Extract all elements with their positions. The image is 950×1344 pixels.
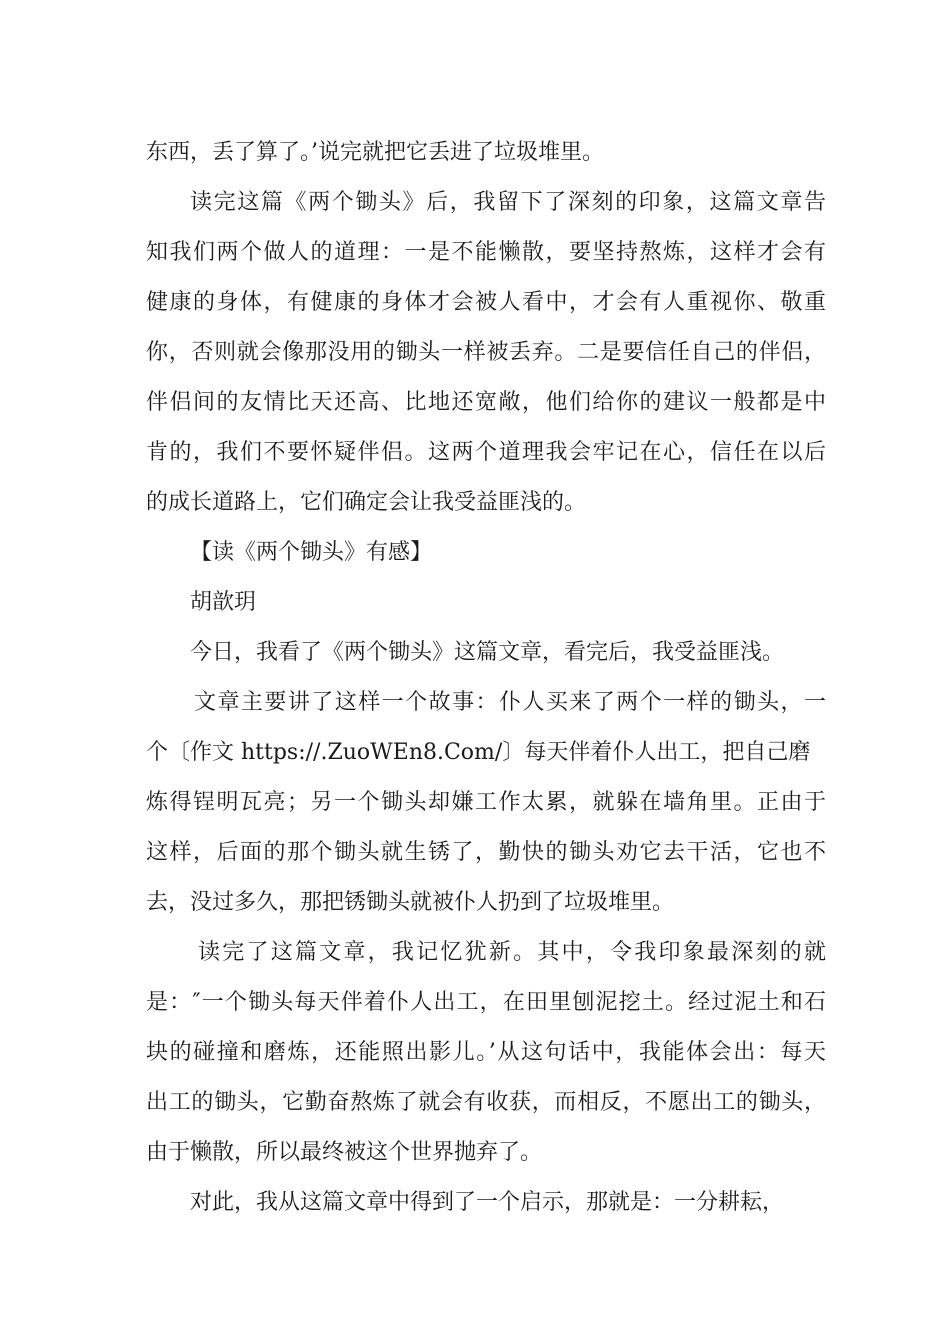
text-line: 读完这篇《两个锄头》后，我留下了深刻的印象，这篇文章告 (190, 190, 826, 215)
text-line: 东西，丢了算了。’说完就把它丢进了垃圾堆里。 (146, 140, 604, 165)
text-line: 健康的身体，有健康的身体才会被人看中，才会有人重视你、敬重 (146, 290, 826, 315)
text-line: 文章主要讲了这样一个故事：仆人买来了两个一样的锄头，一 (194, 690, 826, 715)
text-line: 是：″一个锄头每天伴着仆人出工，在田里刨泥挖土。经过泥土和石 (146, 990, 826, 1015)
text-line: 去，没过多久，那把锈锄头就被仆人扔到了垃圾堆里。 (146, 890, 675, 915)
text-line: 伴侣间的友情比天还高、比地还宽敞，他们给你的建议一般都是中 (146, 390, 826, 415)
text-line: 读完了这篇文章，我记忆犹新。其中，令我印象最深刻的就 (198, 940, 826, 965)
text-line: 的成长道路上，它们确定会让我受益匪浅的。 (146, 490, 587, 515)
text-line: 对此，我从这篇文章中得到了一个启示，那就是：一分耕耘， (190, 1190, 785, 1215)
text-line: 炼得锃明瓦亮；另一个锄头却嫌工作太累，就躲在墙角里。正由于 (146, 790, 826, 815)
text-line: 你，否则就会像那没用的锄头一样被丢弃。二是要信任自己的伴侣， (146, 340, 826, 365)
text-line: 出工的锄头，它勤奋熬炼了就会有收获，而相反，不愿出工的锄头， (146, 1090, 826, 1115)
text-line: 肯的，我们不要怀疑伴侣。这两个道理我会牢记在心，信任在以后 (146, 440, 826, 465)
text-line: 今日，我看了《两个锄头》这篇文章，看完后，我受益匪浅。 (190, 640, 785, 665)
text-line: 知我们两个做人的道理：一是不能懒散，要坚持熬炼，这样才会有 (146, 240, 826, 265)
text-line: 由于懒散，所以最终被这个世界抛弃了。 (146, 1140, 543, 1165)
text-line: 这样，后面的那个锄头就生锈了，勤快的锄头劝它去干活，它也不 (146, 840, 826, 865)
section-heading: 【读《两个锄头》有感】 (190, 540, 433, 565)
text-line: 个〔作文 https://.ZuoWEn8.Com/〕每天伴着仆人出工，把自己磨 (146, 740, 811, 765)
text-line: 块的碰撞和磨炼，还能照出影儿。’从这句话中，我能体会出：每天 (146, 1040, 826, 1065)
author-name: 胡歆玥 (190, 590, 257, 615)
article-body (146, 128, 826, 1228)
